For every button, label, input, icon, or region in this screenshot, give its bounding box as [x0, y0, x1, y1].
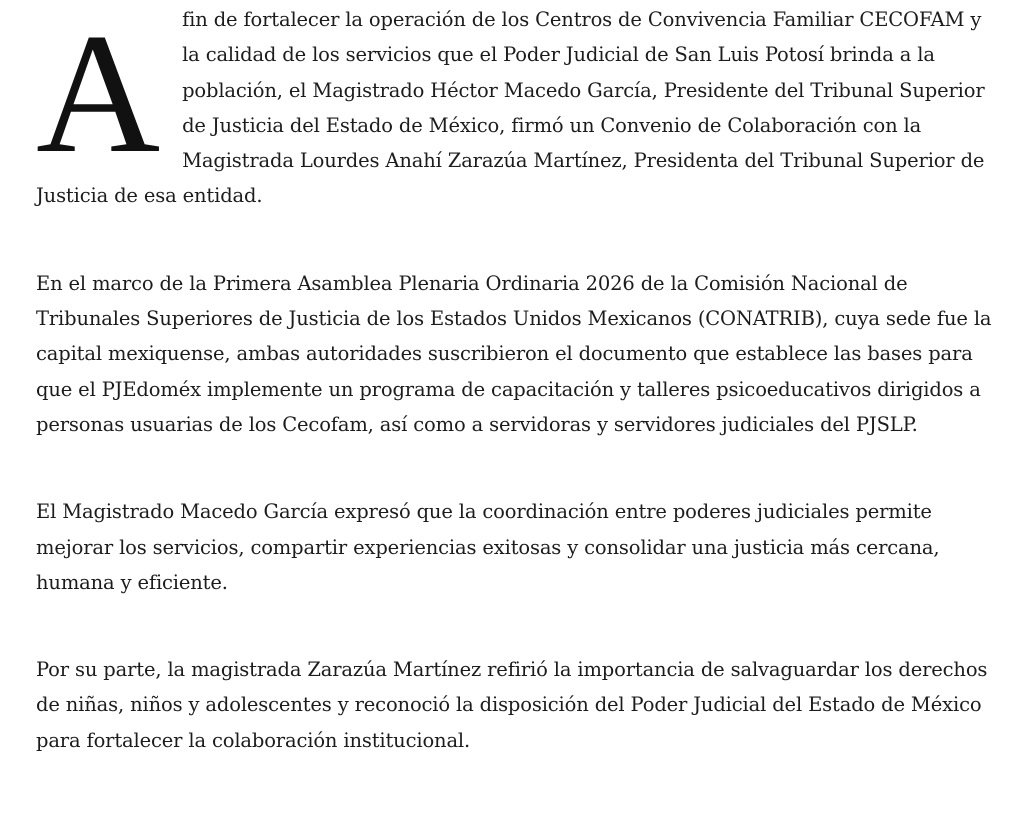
article-paragraph-4: Por su parte, la magistrada Zarazúa Martínez refirió la importancia de salvaguardar los derechos de niñas, niños y adolescentes y reconoció la disposición del Poder Judicial del Estado de México para fortalecer la colaboración institucional.	[36, 658, 988, 752]
article-paragraph-2: En el marco de la Primera Asamblea Plenaria Ordinaria 2026 de la Comisión Nacional de Tribunales Superiores de Justicia de los Estados Unidos Mexicanos (CONATRIB), cuya sede fue la capital mexiquense, ambas autoridades suscribieron el documento que establece las bases para que el PJEdoméx implemente un programa de capacitación y talleres psicoeducativos dirigidos a personas usuarias de los Cecofam, así como a servidoras y servidores judiciales del PJSLP.	[36, 271, 992, 436]
article-paragraph-3: El Magistrado Macedo García expresó que la coordinación entre poderes judiciales permite mejorar los servicios, compartir experiencias exitosas y consolidar una justicia más cercana, humana y eficiente.	[36, 500, 940, 594]
article-body	[36, 2, 1004, 810]
drop-cap: A	[36, 0, 161, 189]
article-paragraph-1	[36, 2, 1004, 214]
paragraph-1-text: fin de fortalecer la operación de los Centros de Convivencia Familiar CECOFAM y la calidad de los servicios que el Poder Judicial de San Luis Potosí brinda a la población, el Magistrado Héctor Macedo García, Presidente del Tribunal Superior de Justicia del Estado de México, firmó un Convenio de Colaboración con la Magistrada Lourdes Anahí Zarazúa Martínez, Presidenta del Tribunal Superior de Justicia de esa entidad.	[36, 8, 985, 208]
